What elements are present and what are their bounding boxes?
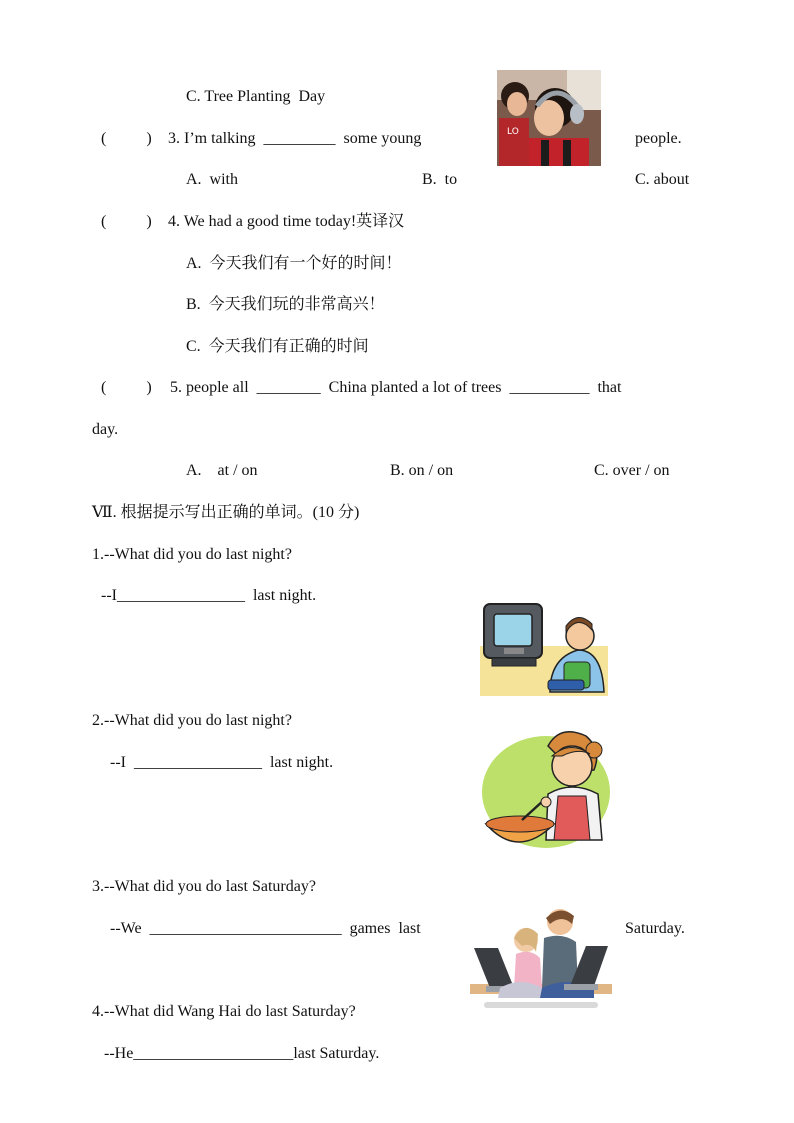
item-2-answer: --I ________________ last night. <box>110 754 334 771</box>
item-3-answer: --We ________________________ games last <box>110 920 421 937</box>
q2-option-c: C. Tree Planting Day <box>186 88 326 105</box>
section-7-heading: Ⅶ. 根据提示写出正确的单词。(10 分) <box>92 504 360 521</box>
q4-option-a: A. 今天我们有一个好的时间！ <box>186 255 402 272</box>
item-4-question: 4.--What did Wang Hai do last Saturday? <box>92 1003 356 1020</box>
q4-option-c: C. 今天我们有正确的时间 <box>186 338 369 355</box>
item-1-question: 1.--What did you do last night? <box>92 546 292 563</box>
q3-option-c: C. about <box>635 171 690 188</box>
q4-paren: ( ) <box>101 213 152 230</box>
item-3-question: 3.--What did you do last Saturday? <box>92 878 316 895</box>
q3-option-a: A. with <box>186 171 238 188</box>
q3-option-b: B. to <box>422 171 458 188</box>
tv-picture <box>480 600 608 696</box>
item-4-answer: --He____________________last Saturday. <box>104 1045 380 1062</box>
item-1-answer: --I________________ last night. <box>101 587 317 604</box>
computer-picture <box>470 902 612 1010</box>
q3-question: 3. I’m talking _________ some young <box>168 130 422 147</box>
q4-option-b: B. 今天我们玩的非常高兴！ <box>186 296 385 313</box>
q5-paren: ( ) <box>101 379 152 396</box>
q4-question: 4. We had a good time today!英译汉 <box>168 213 405 230</box>
q3-paren: ( ) <box>101 130 152 147</box>
q5-option-a: A. at / on <box>186 462 258 479</box>
q5-question: 5. people all ________ China planted a lot of trees __________ that <box>170 379 622 396</box>
q3-photo <box>497 70 601 166</box>
q5-option-c: C. over / on <box>594 462 670 479</box>
q5-option-b: B. on / on <box>390 462 454 479</box>
item-2-question: 2.--What did you do last night? <box>92 712 292 729</box>
item-3-tail: Saturday. <box>625 920 685 937</box>
q5-question-line2: day. <box>92 421 119 438</box>
svg-text:LO: LO <box>507 127 519 137</box>
q3-tail: people. <box>635 130 682 147</box>
cooking-picture <box>482 722 612 852</box>
